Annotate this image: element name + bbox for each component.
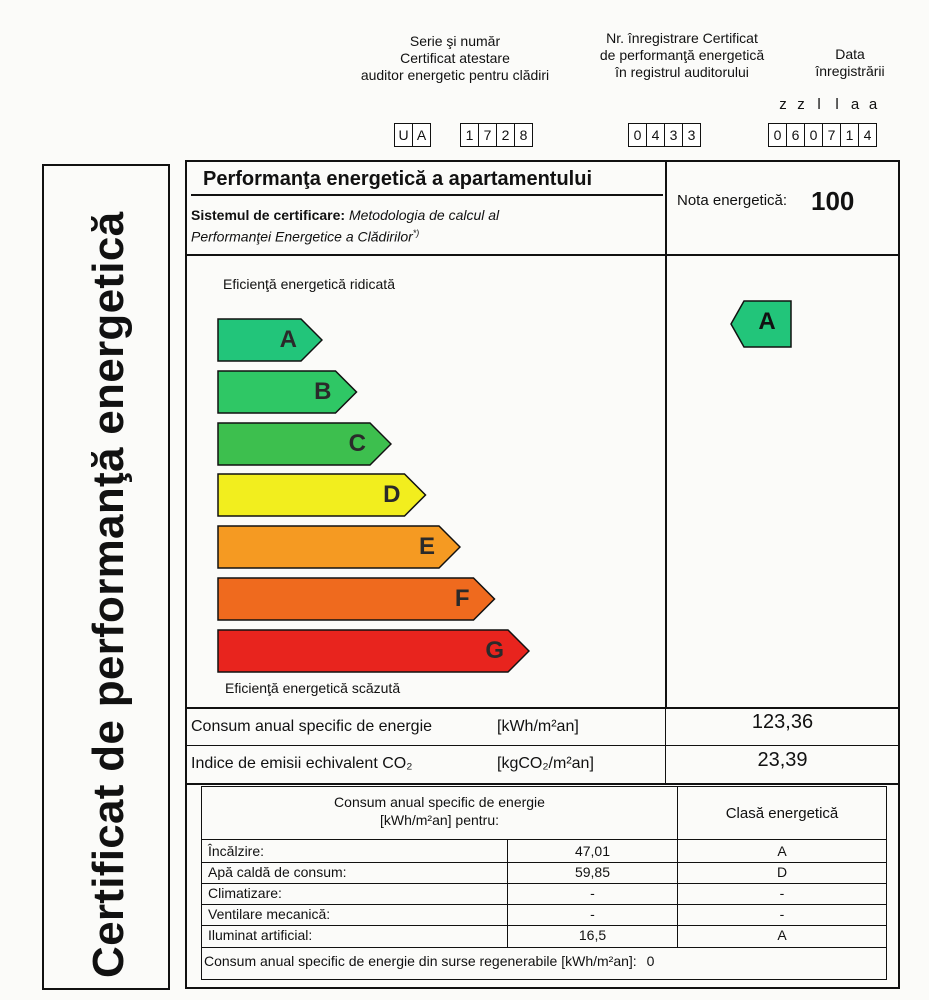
date-format [774, 96, 882, 113]
current-class-indicator [730, 300, 792, 348]
class-arrow-g [217, 629, 530, 673]
date-box: 0 [768, 123, 787, 147]
section-title: Performanţa energetică a apartamentului [203, 168, 593, 190]
class-letter: B [314, 377, 332, 405]
row-class: D [776, 864, 788, 880]
class-letter: E [418, 533, 435, 561]
numar-boxes [460, 123, 532, 147]
scale-top-label: Eficienţă energetică ridicată [223, 276, 395, 292]
date-format-char: z [779, 96, 787, 113]
serie-box: A [412, 123, 431, 147]
row-class: A [777, 843, 787, 859]
numar-box: 1 [460, 123, 479, 147]
numar-box: 8 [514, 123, 533, 147]
nr-box: 4 [646, 123, 665, 147]
class-letter: F [454, 585, 470, 612]
row-value: 16,5 [578, 927, 607, 943]
nr-box: 0 [628, 123, 647, 147]
date-boxes [768, 123, 876, 147]
co2-label: Indice de emisii echivalent CO₂ [191, 755, 413, 772]
footer-label: Consum anual specific de energie din surse regenerabile [kWh/m²an]: [204, 953, 637, 969]
serie-box: U [394, 123, 413, 147]
row-label: Climatizare: [208, 885, 282, 901]
row-class: A [777, 927, 787, 943]
consum-value: 123,36 [751, 711, 814, 733]
data-label: Data înregistrării [815, 46, 885, 79]
class-arrow-d [217, 473, 427, 517]
certification-system [191, 206, 661, 246]
class-arrow-a [217, 318, 323, 362]
row-class: - [779, 885, 785, 901]
numar-box: 7 [478, 123, 497, 147]
vertical-title: Certificat de performanţă energetică [84, 211, 133, 978]
row-value: 59,85 [574, 864, 611, 880]
table-header-right: Clasă energetică [725, 805, 839, 822]
system-sup: *) [412, 228, 420, 238]
consum-unit: [kWh/m²an] [497, 718, 579, 735]
date-format-char: l [835, 96, 839, 113]
scale-bottom-label: Eficienţă energetică scăzută [225, 680, 401, 696]
date-box: 1 [840, 123, 859, 147]
class-letter: A [279, 326, 297, 353]
consum-label: Consum anual specific de energie [191, 718, 433, 735]
numar-box: 2 [496, 123, 515, 147]
date-format-char: z [797, 96, 805, 113]
nota-value: 100 [811, 186, 855, 216]
class-arrow-e [217, 525, 461, 569]
nr-box: 3 [682, 123, 701, 147]
class-letter: D [383, 481, 401, 509]
date-format-char: a [850, 96, 860, 113]
consumption-table [201, 786, 887, 980]
row-value: - [590, 885, 595, 901]
nr-label: Nr. înregistrare Certificat de performanţă energetică în registrul auditorului [599, 30, 765, 80]
serie-boxes [394, 123, 430, 147]
date-box: 7 [822, 123, 841, 147]
class-letter: G [485, 636, 504, 664]
current-class-letter: A [758, 308, 776, 335]
nr-boxes [628, 123, 700, 147]
class-letter: C [348, 429, 366, 457]
system-value: Metodologia de calcul al Performanţei Energetice a Clădirilor [191, 207, 500, 245]
co2-unit: [kgCO₂/m²an] [497, 755, 594, 772]
date-box: 0 [804, 123, 823, 147]
row-value: 47,01 [574, 843, 611, 859]
row-label: Încălzire: [208, 843, 265, 859]
row-label: Apă caldă de consum: [208, 864, 347, 880]
date-box: 4 [858, 123, 877, 147]
date-format-char: a [868, 96, 878, 113]
serie-label: Serie şi număr Certificat atestare auditor energetic pentru clădiri [360, 33, 550, 83]
row-label: Ventilare mecanică: [208, 906, 331, 922]
row-value: - [590, 906, 595, 922]
co2-value: 23,39 [757, 749, 808, 771]
class-arrow-f [217, 577, 496, 621]
date-box: 6 [786, 123, 805, 147]
nota-label: Nota energetică: [677, 192, 788, 209]
row-class: - [779, 906, 785, 922]
date-format-char: l [817, 96, 821, 113]
row-label: Iluminat artificial: [208, 927, 313, 943]
table-header-left: Consum anual specific de energie [kWh/m²an] pentru: [334, 794, 545, 828]
class-arrow-b [217, 370, 358, 414]
nr-box: 3 [664, 123, 683, 147]
footer-value: 0 [646, 953, 655, 969]
table-footer [204, 953, 654, 969]
class-arrow-c [217, 422, 392, 466]
system-label: Sistemul de certificare: [191, 207, 346, 223]
